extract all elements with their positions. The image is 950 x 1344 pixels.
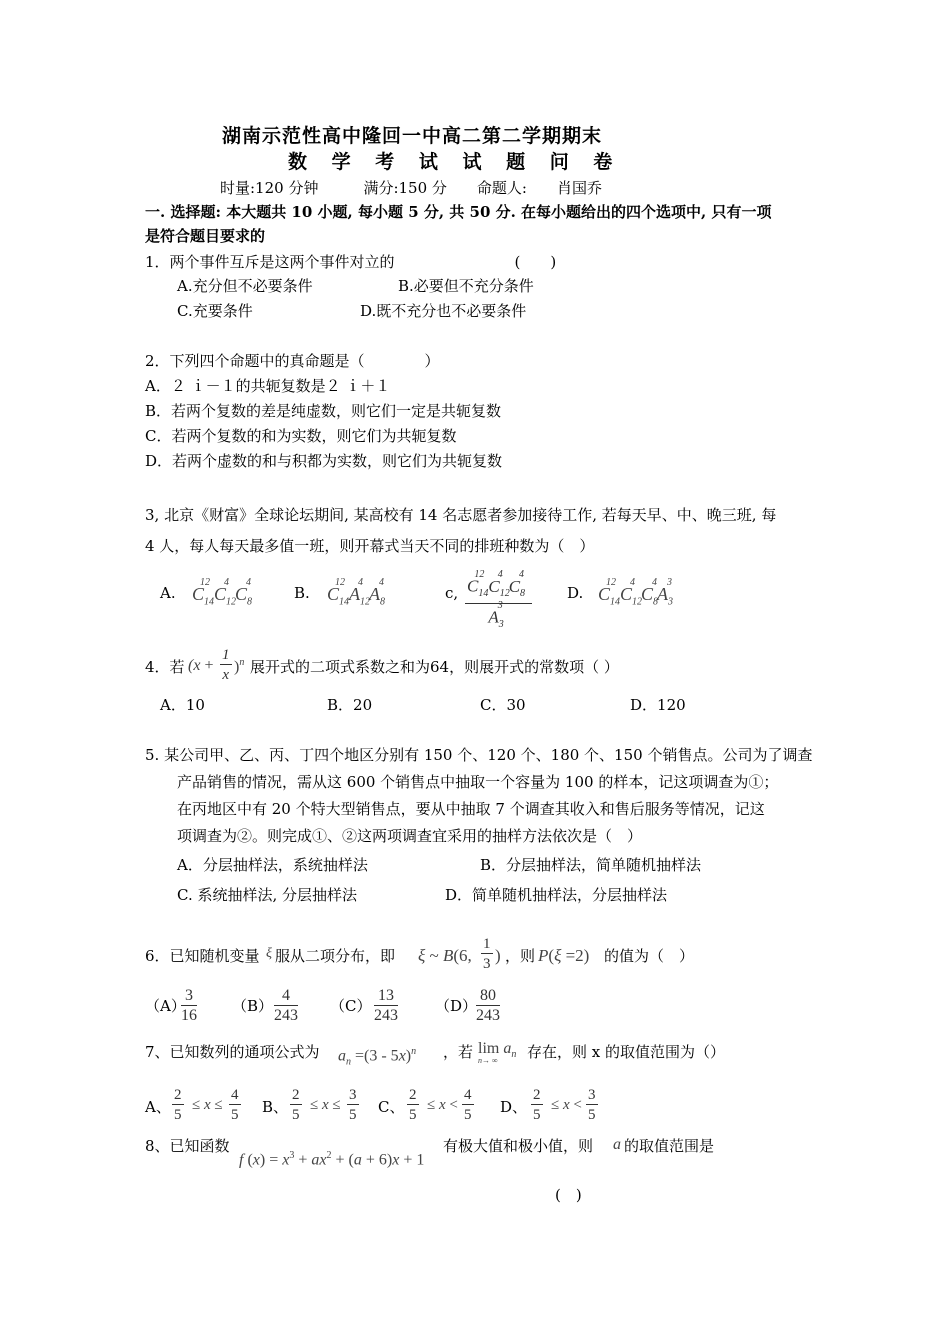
q7-option-a-upper: $\frac{4}{5}$ — [231, 1087, 239, 1123]
q5-option-b: B．分层抽样法，简单随机抽样法 — [480, 856, 702, 874]
exam-meta: 时量:120 分钟 满分:150 分 命题人: 肖国乔 — [220, 179, 602, 197]
q7-option-d-rel: ≤ x < — [551, 1097, 582, 1113]
q7-option-a-rel: ≤ x ≤ — [192, 1097, 223, 1113]
q6-option-d: $\frac{80}{243}$ — [476, 987, 500, 1024]
q6-prefix: 6．已知随机变量 — [145, 947, 260, 965]
q1-option-b: B.必要但不充分条件 — [398, 277, 534, 295]
q6-distribution: ξ ~ B(6, — [418, 946, 472, 965]
q6-distribution-fraction: $\frac{1}{3}$ — [483, 936, 491, 972]
q3-stem-line1: 3, 北京《财富》全球论坛期间, 某高校有 14 名志愿者参加接待工作, 若每天早、中、晚三班, 每 — [145, 506, 777, 524]
q1-option-a: A.充分但不必要条件 — [177, 277, 313, 295]
q6-label-a: （A） — [145, 997, 186, 1015]
q3-label-c: c, — [445, 584, 459, 602]
q4-option-b: B．20 — [327, 696, 373, 714]
section-heading-cont: 是符合题目要求的 — [145, 227, 266, 245]
q7-prefix: 7、已知数列的通项公式为 — [145, 1043, 320, 1061]
page-subtitle: 数 学 考 试 试 题 问 卷 — [288, 151, 622, 173]
page-title: 湖南示范性高中隆回一中高二第二学期期末 — [222, 125, 603, 147]
q6-mid: 服从二项分布，即 — [275, 947, 396, 965]
q8-suffix: 有极大值和极小值，则 — [443, 1137, 594, 1155]
q3-option-b-formula: $C_{14}^{12}A_{12}^4A_8^4$ — [327, 577, 386, 608]
q5-stem-line2: 产品销售的情况，需从这 600 个销售点中抽取一个容量为 100 的样本，记这项调查为①； — [177, 773, 779, 791]
q3-label-b: B. — [294, 584, 310, 602]
q7-option-b-lower: $\frac{2}{5}$ — [292, 1087, 300, 1123]
q6-label-c: （C） — [330, 997, 372, 1015]
q7-option-d-upper: $\frac{3}{5}$ — [588, 1087, 596, 1123]
q5-stem-line4: 项调查为②。则完成①、②这两项调查宜采用的抽样方法依次是（ ） — [177, 827, 643, 845]
q1-option-d: D.既不充分也不必要条件 — [360, 302, 527, 320]
q1-option-c: C.充要条件 — [177, 302, 253, 320]
q5-option-d: D．简单随机抽样法，分层抽样法 — [445, 886, 668, 904]
q6-option-c: $\frac{13}{243}$ — [374, 987, 398, 1024]
q7-option-b-rel: ≤ x ≤ — [310, 1097, 341, 1113]
q6-suffix: 的值为（ ） — [604, 947, 695, 965]
q7-option-a-lower: $\frac{2}{5}$ — [174, 1087, 182, 1123]
q3-stem-line2: 4 人，每人每天最多值一班，则开幕式当天不同的排班种数为（ ） — [145, 537, 595, 555]
q8-answer-paren: ( ) — [555, 1186, 582, 1204]
q7-label-a: A、 — [145, 1098, 171, 1116]
q7-mid: ，若 — [443, 1043, 474, 1061]
q1-stem: 1．两个事件互斥是这两个事件对立的 ( ) — [145, 253, 557, 271]
q2-stem: 2．下列四个命题中的真命题是（ ） — [145, 352, 440, 370]
q7-option-c-rel: ≤ x < — [427, 1097, 458, 1113]
q6-option-b: $\frac{4}{243}$ — [274, 987, 298, 1024]
q4-suffix: 展开式的二项式系数之和为64，则展开式的常数项（ ） — [250, 658, 619, 676]
q5-stem-line1: 5. 某公司甲、乙、丙、丁四个地区分别有 150 个、120 个、180 个、150 个销售点。公司为了调查 — [145, 746, 813, 764]
q6-label-d: （D） — [435, 997, 478, 1015]
q7-formula: $a_n =(3 - 5x)^n$ — [338, 1046, 417, 1068]
q4-option-d: D．120 — [630, 696, 686, 714]
q4-expression: (x + — [188, 657, 214, 674]
q8-variable-a: a — [613, 1136, 621, 1153]
q6-mid2: ，则 — [505, 947, 536, 965]
q7-option-d-lower: $\frac{2}{5}$ — [533, 1087, 541, 1123]
q3-option-d-formula: $C_{14}^{12}C_{12}^4C_8^4A_3^3$ — [598, 577, 674, 608]
q8-function: f $(x) = x^3 + ax^2 + (a + 6)x + 1$ — [239, 1150, 425, 1169]
q2-option-d: D．若两个虚数的和与积都为实数，则它们为共轭复数 — [145, 452, 503, 470]
q4-option-c: C．30 — [480, 696, 526, 714]
q4-expression-end: )$^n$ — [234, 657, 245, 676]
q3-option-a-formula: $C_{14}^{12}C_{12}^4C_8^4$ — [192, 577, 253, 608]
q7-label-d: D、 — [500, 1098, 528, 1116]
q7-label-c: C、 — [378, 1098, 405, 1116]
q7-option-c-upper: $\frac{4}{5}$ — [464, 1087, 472, 1123]
q7-suffix: 存在，则 x 的取值范围为（） — [527, 1043, 725, 1061]
q8-prefix: 8、已知函数 — [145, 1137, 230, 1155]
q5-option-a: A．分层抽样法，系统抽样法 — [177, 856, 368, 874]
q6-xi-symbol: ξ — [266, 946, 272, 961]
q3-label-a: A. — [160, 584, 176, 602]
q6-distribution-end: ) — [495, 946, 501, 965]
q7-label-b: B、 — [262, 1098, 289, 1116]
q7-option-c-lower: $\frac{2}{5}$ — [409, 1087, 417, 1123]
q5-option-c: C. 系统抽样法, 分层抽样法 — [177, 886, 358, 904]
q6-option-a: $\frac{3}{16}$ — [181, 987, 197, 1024]
q4-option-a: A．10 — [160, 696, 205, 714]
section-heading: 一. 选择题: 本大题共 10 小题, 每小题 5 分, 共 50 分. 在每小题给出的四个选项中, 只有一项 — [145, 203, 772, 221]
q6-label-b: （B） — [232, 997, 274, 1015]
q7-option-b-upper: $\frac{3}{5}$ — [349, 1087, 357, 1123]
q6-probability: P(ξ =2) — [538, 946, 590, 965]
q4-fraction: $\frac{1}{x}$ — [222, 647, 230, 683]
q2-option-c: C．若两个复数的和为实数，则它们为共轭复数 — [145, 427, 457, 445]
q5-stem-line3: 在丙地区中有 20 个特大型销售点，要从中抽取 7 个调查其收入和售后服务等情况，记这 — [177, 800, 765, 818]
q3-option-c-formula: $\frac{C_{14}^{12}C_{12}^4C_8^4}{A_3^3}$ — [465, 574, 532, 635]
q8-suffix2: 的取值范围是 — [624, 1137, 715, 1155]
q4-prefix: 4．若 — [145, 658, 185, 676]
q2-option-a: A．２ ｉ－１的共轭复数是２ ｉ＋１ — [145, 377, 391, 395]
q7-limit: $\lim a_n$ n→ ∞ — [478, 1040, 517, 1066]
q2-option-b: B．若两个复数的差是纯虚数，则它们一定是共轭复数 — [145, 402, 502, 420]
q3-label-d: D. — [567, 584, 584, 602]
